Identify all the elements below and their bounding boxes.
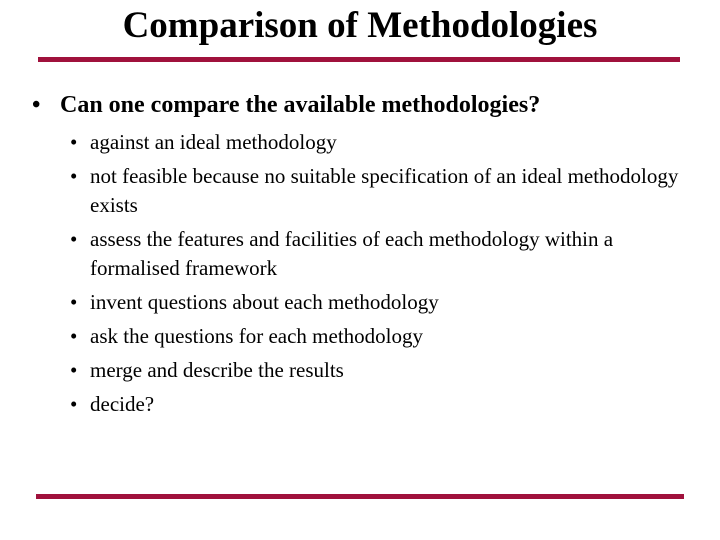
slide-title: Comparison of Methodologies [122, 5, 598, 46]
sub-bullet-item [70, 322, 690, 351]
bullet-icon: • [70, 358, 78, 382]
sub-bullet-text: merge and describe the results [90, 358, 344, 382]
footer-divider [36, 494, 684, 499]
sub-bullet-item [70, 288, 690, 317]
sub-bullet-text: decide? [90, 392, 155, 416]
sub-bullet-text: assess the features and facilities of each methodology within a formalised framework [90, 227, 614, 280]
main-bullet [32, 90, 540, 120]
bullet-icon: • [70, 324, 78, 348]
sub-bullet-item [70, 128, 690, 157]
sub-bullet-item [70, 356, 690, 385]
bullet-icon: • [32, 92, 41, 118]
main-bullet-text: Can one compare the available methodologies? [60, 92, 541, 118]
bullet-icon: • [70, 290, 78, 314]
bullet-icon: • [70, 164, 78, 188]
title-divider [38, 57, 680, 62]
sub-bullet-item [70, 225, 690, 283]
bullet-icon: • [70, 130, 78, 154]
sub-bullet-text: against an ideal methodology [90, 130, 337, 154]
sub-bullet-list [70, 128, 690, 424]
sub-bullet-text: ask the questions for each methodology [90, 324, 424, 348]
bullet-icon: • [70, 392, 78, 416]
bullet-icon: • [70, 227, 78, 251]
sub-bullet-text: not feasible because no suitable specification of an ideal methodology exists [90, 164, 679, 217]
sub-bullet-item [70, 162, 690, 220]
sub-bullet-text: invent questions about each methodology [90, 290, 439, 314]
sub-bullet-item [70, 390, 690, 419]
